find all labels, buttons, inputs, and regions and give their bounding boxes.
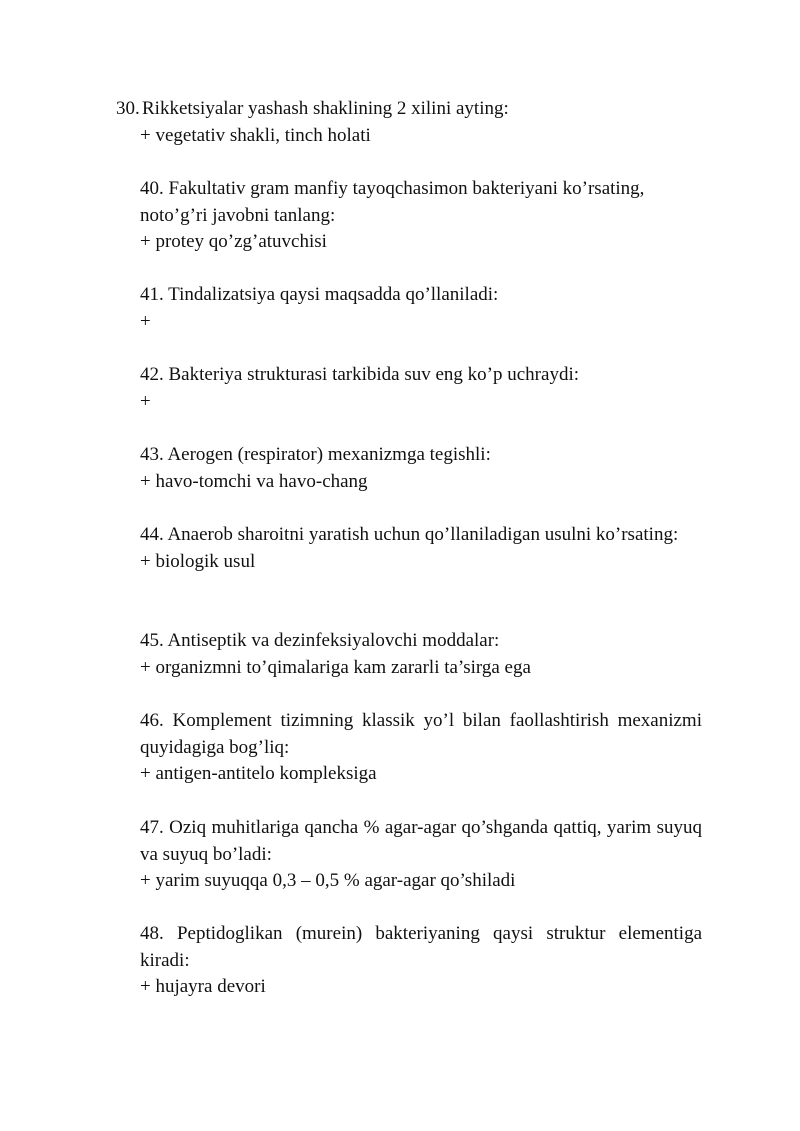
question-text	[116, 96, 706, 123]
question-text: 44. Anaerob sharoitni yaratish uchun qo’llaniladigan usulni ko’rsating:	[140, 524, 679, 545]
question-block-41	[140, 282, 702, 335]
answer-text: + protey qo’zg’atuvchisi	[140, 231, 327, 252]
answer-text: + hujayra devori	[140, 976, 266, 997]
question-text: 45. Antiseptik va dezinfeksiyalovchi moddalar:	[140, 630, 500, 651]
answer-text: + biologik usul	[140, 550, 256, 572]
question-text: 47. Oziq muhitlariga qancha % agar-agar qo’shganda qattiq, yarim suyuq va suyuq bo’ladi:	[140, 817, 702, 865]
question-block-48	[140, 921, 702, 1001]
question-text: 46. Komplement tizimning klassik yo’l bilan faollashtirish mexanizmi quyidagiga bog’liq:	[140, 710, 702, 758]
question-text: 48. Peptidoglikan (murein) bakteriyaning qaysi struktur elementiga kiradi:	[140, 923, 702, 971]
question-block-45	[140, 628, 702, 681]
question-block-40	[140, 176, 702, 256]
question-text: 40. Fakultativ gram manfiy tayoqchasimon bakteriyani ko’rsating, noto’g’ri javobni tanlang:	[140, 178, 645, 226]
answer-text: +	[140, 390, 151, 412]
question-block-30	[116, 96, 706, 149]
answer-text: + vegetativ shakli, tinch holati	[140, 124, 371, 146]
question-number: 30.	[116, 98, 140, 119]
question-text: 43. Aerogen (respirator) mexanizmga tegishli:	[140, 444, 491, 465]
answer-text: +	[140, 310, 151, 332]
question-block-47	[140, 815, 702, 895]
question-block-46	[140, 708, 702, 788]
answer-text: + havo-tomchi va havo-chang	[140, 470, 368, 492]
question-text: 42. Bakteriya strukturasi tarkibida suv eng ko’p uchraydi:	[140, 364, 580, 385]
question-block-44	[140, 522, 702, 575]
question-text: 41. Tindalizatsiya qaysi maqsadda qo’llaniladi:	[140, 284, 499, 305]
answer-text: + yarim suyuqqa 0,3 – 0,5 % agar-agar qo’shiladi	[140, 870, 516, 891]
answer-text: + organizmni to’qimalariga kam zararli ta’sirga ega	[140, 656, 531, 678]
answer-text: + antigen-antitelo kompleksiga	[140, 763, 377, 784]
question-block-43	[140, 442, 702, 495]
question-label: Rikketsiyalar yashash shaklining 2 xilini ayting:	[142, 98, 509, 119]
question-block-42	[140, 362, 702, 415]
